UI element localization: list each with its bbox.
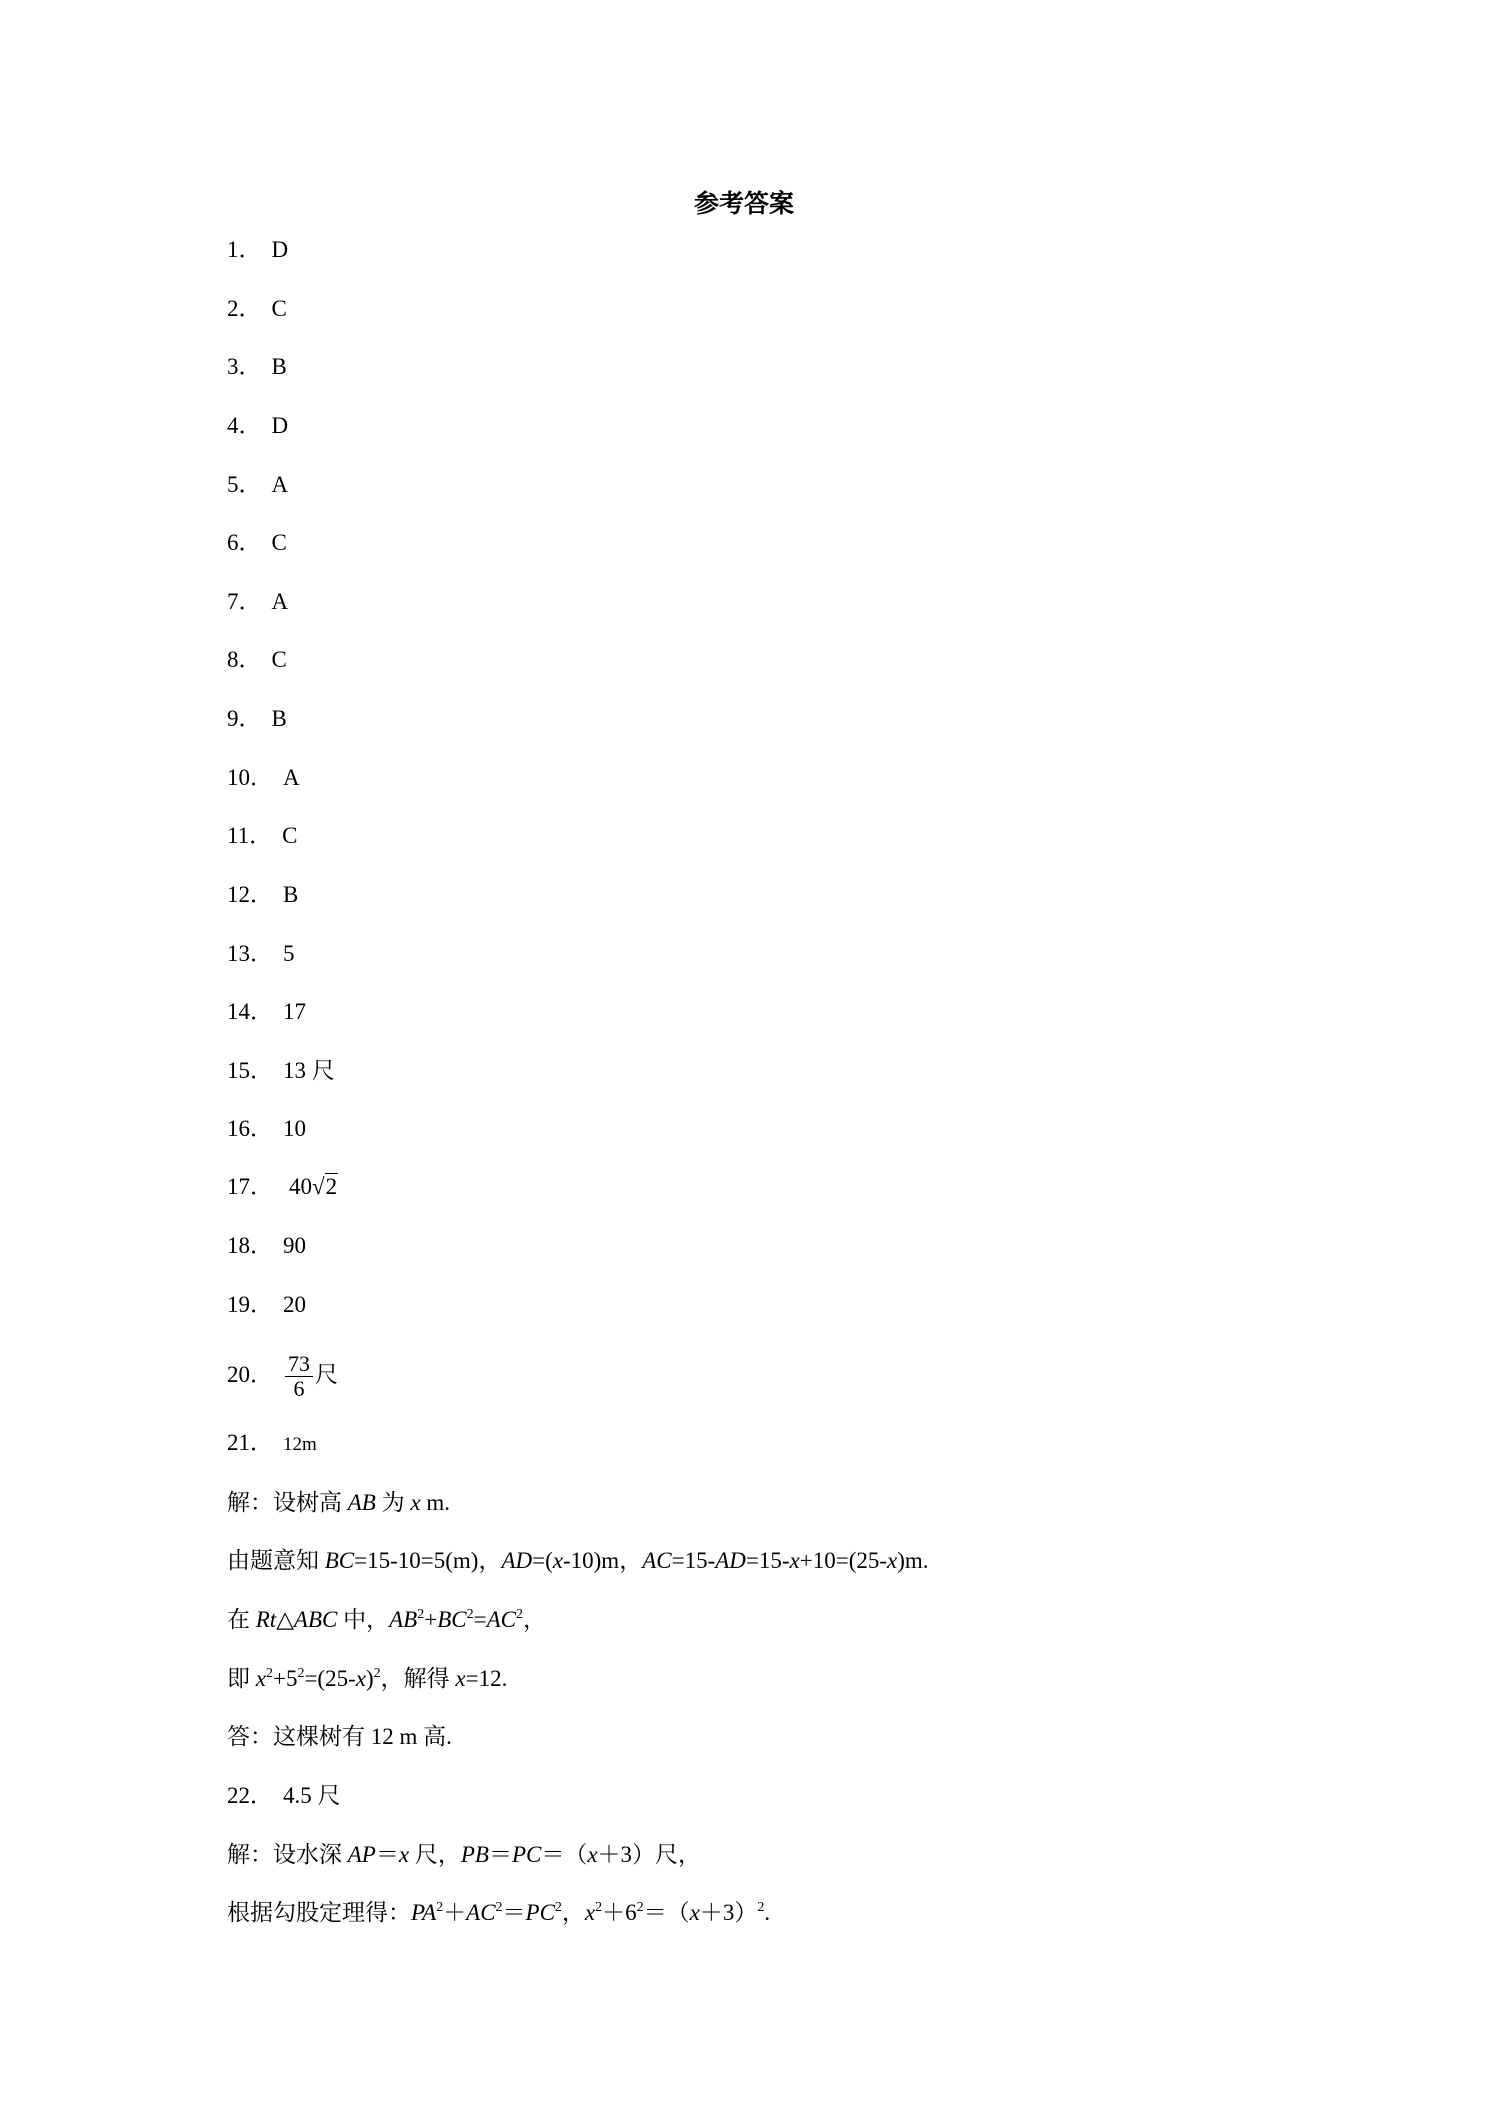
answer-value: 90 <box>283 1233 306 1258</box>
var: BC <box>437 1607 467 1632</box>
var: AP <box>347 1842 376 1867</box>
text: =15- <box>671 1548 716 1573</box>
answer-item <box>227 997 306 1027</box>
answer-item <box>227 880 298 910</box>
answer-value: A <box>271 589 289 614</box>
var: PC <box>511 1842 542 1867</box>
answer-number: 20． <box>227 1362 273 1387</box>
text: 尺， <box>409 1842 461 1867</box>
answer-item <box>227 1231 306 1261</box>
answer-value: C <box>271 647 287 672</box>
exponent: 2 <box>417 1607 425 1622</box>
var: AD <box>715 1548 746 1573</box>
answer-number: 16． <box>227 1116 273 1141</box>
exponent: 2 <box>757 1900 765 1915</box>
text: )m. <box>897 1548 929 1573</box>
answer-value: C <box>282 823 298 848</box>
text: -10)m， <box>562 1548 643 1573</box>
text: ＋6 <box>602 1900 637 1925</box>
answer-value: 4.5 尺 <box>283 1783 341 1808</box>
exponent: 2 <box>495 1900 503 1915</box>
exponent: 2 <box>297 1666 305 1681</box>
denominator: 6 <box>293 1376 305 1402</box>
text: +5 <box>272 1666 298 1691</box>
answer-item <box>227 939 295 969</box>
text: ＋3）尺， <box>597 1842 702 1867</box>
answer-number: 2． <box>227 296 262 321</box>
var: x <box>455 1666 466 1691</box>
answer-number: 8． <box>227 647 262 672</box>
answer-value: B <box>271 706 287 731</box>
numerator: 73 <box>285 1352 313 1377</box>
triangle-symbol: △ <box>276 1607 294 1632</box>
var: AD <box>501 1548 533 1573</box>
answer-item <box>227 1056 335 1086</box>
text: =( <box>532 1548 553 1573</box>
var: x <box>255 1666 266 1691</box>
var: x <box>887 1548 898 1573</box>
answer-number: 5． <box>227 472 262 497</box>
answer-number: 13． <box>227 941 273 966</box>
answer-number: 17． <box>227 1174 273 1199</box>
text: +10=(25- <box>799 1548 888 1573</box>
exponent: 2 <box>265 1666 273 1681</box>
answer-number: 19． <box>227 1292 273 1317</box>
text: ＋ <box>443 1900 467 1925</box>
answer-number: 9． <box>227 706 262 731</box>
var: x <box>689 1900 700 1925</box>
text: ， <box>561 1900 585 1925</box>
answer-item <box>227 1290 306 1320</box>
exponent: 2 <box>515 1607 523 1622</box>
var: x <box>789 1548 800 1573</box>
answer-item <box>227 1345 338 1405</box>
text: m. <box>420 1490 450 1515</box>
answer-item <box>227 411 288 441</box>
answer-number: 10． <box>227 765 273 790</box>
answer-value: 10 <box>283 1116 306 1141</box>
answer-value: B <box>271 354 287 379</box>
answer-item <box>227 470 288 500</box>
answer-value: 20 <box>283 1292 306 1317</box>
answer-number: 4． <box>227 413 262 438</box>
solution-line <box>227 1546 929 1576</box>
var: AC <box>486 1607 516 1632</box>
unit: 尺 <box>315 1362 338 1387</box>
answer-value: A <box>283 765 300 790</box>
answer-number: 7． <box>227 589 262 614</box>
var: PA <box>411 1900 437 1925</box>
answer-value: 5 <box>283 941 295 966</box>
answer-number: 12． <box>227 882 273 907</box>
text: 解：设水深 <box>227 1842 348 1867</box>
text: =(25- <box>304 1666 356 1691</box>
answer-item <box>227 704 287 734</box>
answer-number: 18． <box>227 1233 273 1258</box>
text: =12. <box>465 1666 508 1691</box>
answer-number: 3． <box>227 354 262 379</box>
var: BC <box>324 1548 355 1573</box>
text: ＝ <box>488 1842 512 1867</box>
fraction <box>285 1352 313 1401</box>
answer-item <box>227 528 287 558</box>
answer-value: 12m <box>283 1434 317 1455</box>
text: 在 <box>227 1607 256 1632</box>
answer-number: 22． <box>227 1783 273 1808</box>
text: ＝ <box>502 1900 526 1925</box>
answer-value: 17 <box>283 999 306 1024</box>
var: x <box>584 1900 596 1925</box>
var: PB <box>460 1842 489 1867</box>
square-root: √2 <box>312 1174 338 1199</box>
solution-line <box>227 1722 452 1752</box>
text: =15-10=5(m)， <box>354 1548 502 1573</box>
answer-item <box>227 1172 338 1202</box>
var: x <box>355 1666 366 1691</box>
var: ABC <box>293 1607 338 1632</box>
answer-item <box>227 763 300 793</box>
exponent: 2 <box>436 1900 444 1915</box>
var: AC <box>466 1900 496 1925</box>
text: ＝ <box>375 1842 399 1867</box>
exponent: 2 <box>554 1900 562 1915</box>
text: =15- <box>745 1548 790 1573</box>
answer-item <box>227 821 298 851</box>
answer-item <box>227 1114 306 1144</box>
answer-number: 1． <box>227 237 262 262</box>
text: + <box>424 1607 438 1632</box>
text: 解：设树高 <box>227 1490 348 1515</box>
text: 答：这棵树有 12 m 高. <box>227 1724 452 1749</box>
exponent: 2 <box>595 1900 603 1915</box>
var: AB <box>389 1607 418 1632</box>
var: x <box>587 1842 598 1867</box>
solution-line <box>227 1898 770 1928</box>
text: ， <box>522 1607 546 1632</box>
answer-item <box>227 587 288 617</box>
coefficient: 40 <box>289 1174 312 1199</box>
text: ＋3） <box>699 1900 758 1925</box>
var: Rt <box>255 1607 277 1632</box>
answer-number: 11． <box>227 823 273 848</box>
answer-value: D <box>271 413 289 438</box>
page-title: 参考答案 <box>693 189 794 218</box>
text: 中， <box>337 1607 390 1632</box>
answer-item <box>227 235 288 265</box>
answer-item <box>227 645 287 675</box>
answer-value <box>283 1174 338 1199</box>
answer-number: 15． <box>227 1058 273 1083</box>
var: PC <box>525 1900 555 1925</box>
var: x <box>398 1842 410 1867</box>
answer-value: A <box>271 472 289 497</box>
answer-value: C <box>271 296 287 321</box>
answer-value: 13 尺 <box>283 1058 335 1083</box>
answer-number: 14． <box>227 999 273 1024</box>
solution-line <box>227 1664 507 1694</box>
text: 根据勾股定理得： <box>227 1900 411 1925</box>
exponent: 2 <box>636 1900 644 1915</box>
answer-number: 6． <box>227 530 262 555</box>
answer-item <box>227 352 287 382</box>
var: AB <box>347 1490 376 1515</box>
text: ) <box>365 1666 374 1691</box>
answer-value: C <box>271 530 287 555</box>
solution-line <box>227 1488 450 1518</box>
text: ，解得 <box>380 1666 456 1691</box>
text: ＝（ <box>643 1900 690 1925</box>
text: 由题意知 <box>227 1548 325 1573</box>
text: . <box>764 1900 771 1925</box>
solution-line <box>227 1605 546 1635</box>
answer-item <box>227 1781 341 1811</box>
answer-value: B <box>283 882 299 907</box>
var: x <box>552 1548 563 1573</box>
var: AC <box>642 1548 672 1573</box>
answer-item <box>227 294 287 324</box>
text: 为 <box>375 1490 411 1515</box>
answer-item <box>227 1428 317 1460</box>
var: x <box>410 1490 421 1515</box>
answer-number: 21． <box>227 1430 273 1455</box>
exponent: 2 <box>466 1607 474 1622</box>
solution-line <box>227 1840 701 1870</box>
text: 即 <box>227 1666 256 1691</box>
answer-value: D <box>271 237 289 262</box>
radicand: 2 <box>325 1174 338 1199</box>
exponent: 2 <box>373 1666 381 1681</box>
text: = <box>473 1607 487 1632</box>
text: ＝（ <box>541 1842 588 1867</box>
